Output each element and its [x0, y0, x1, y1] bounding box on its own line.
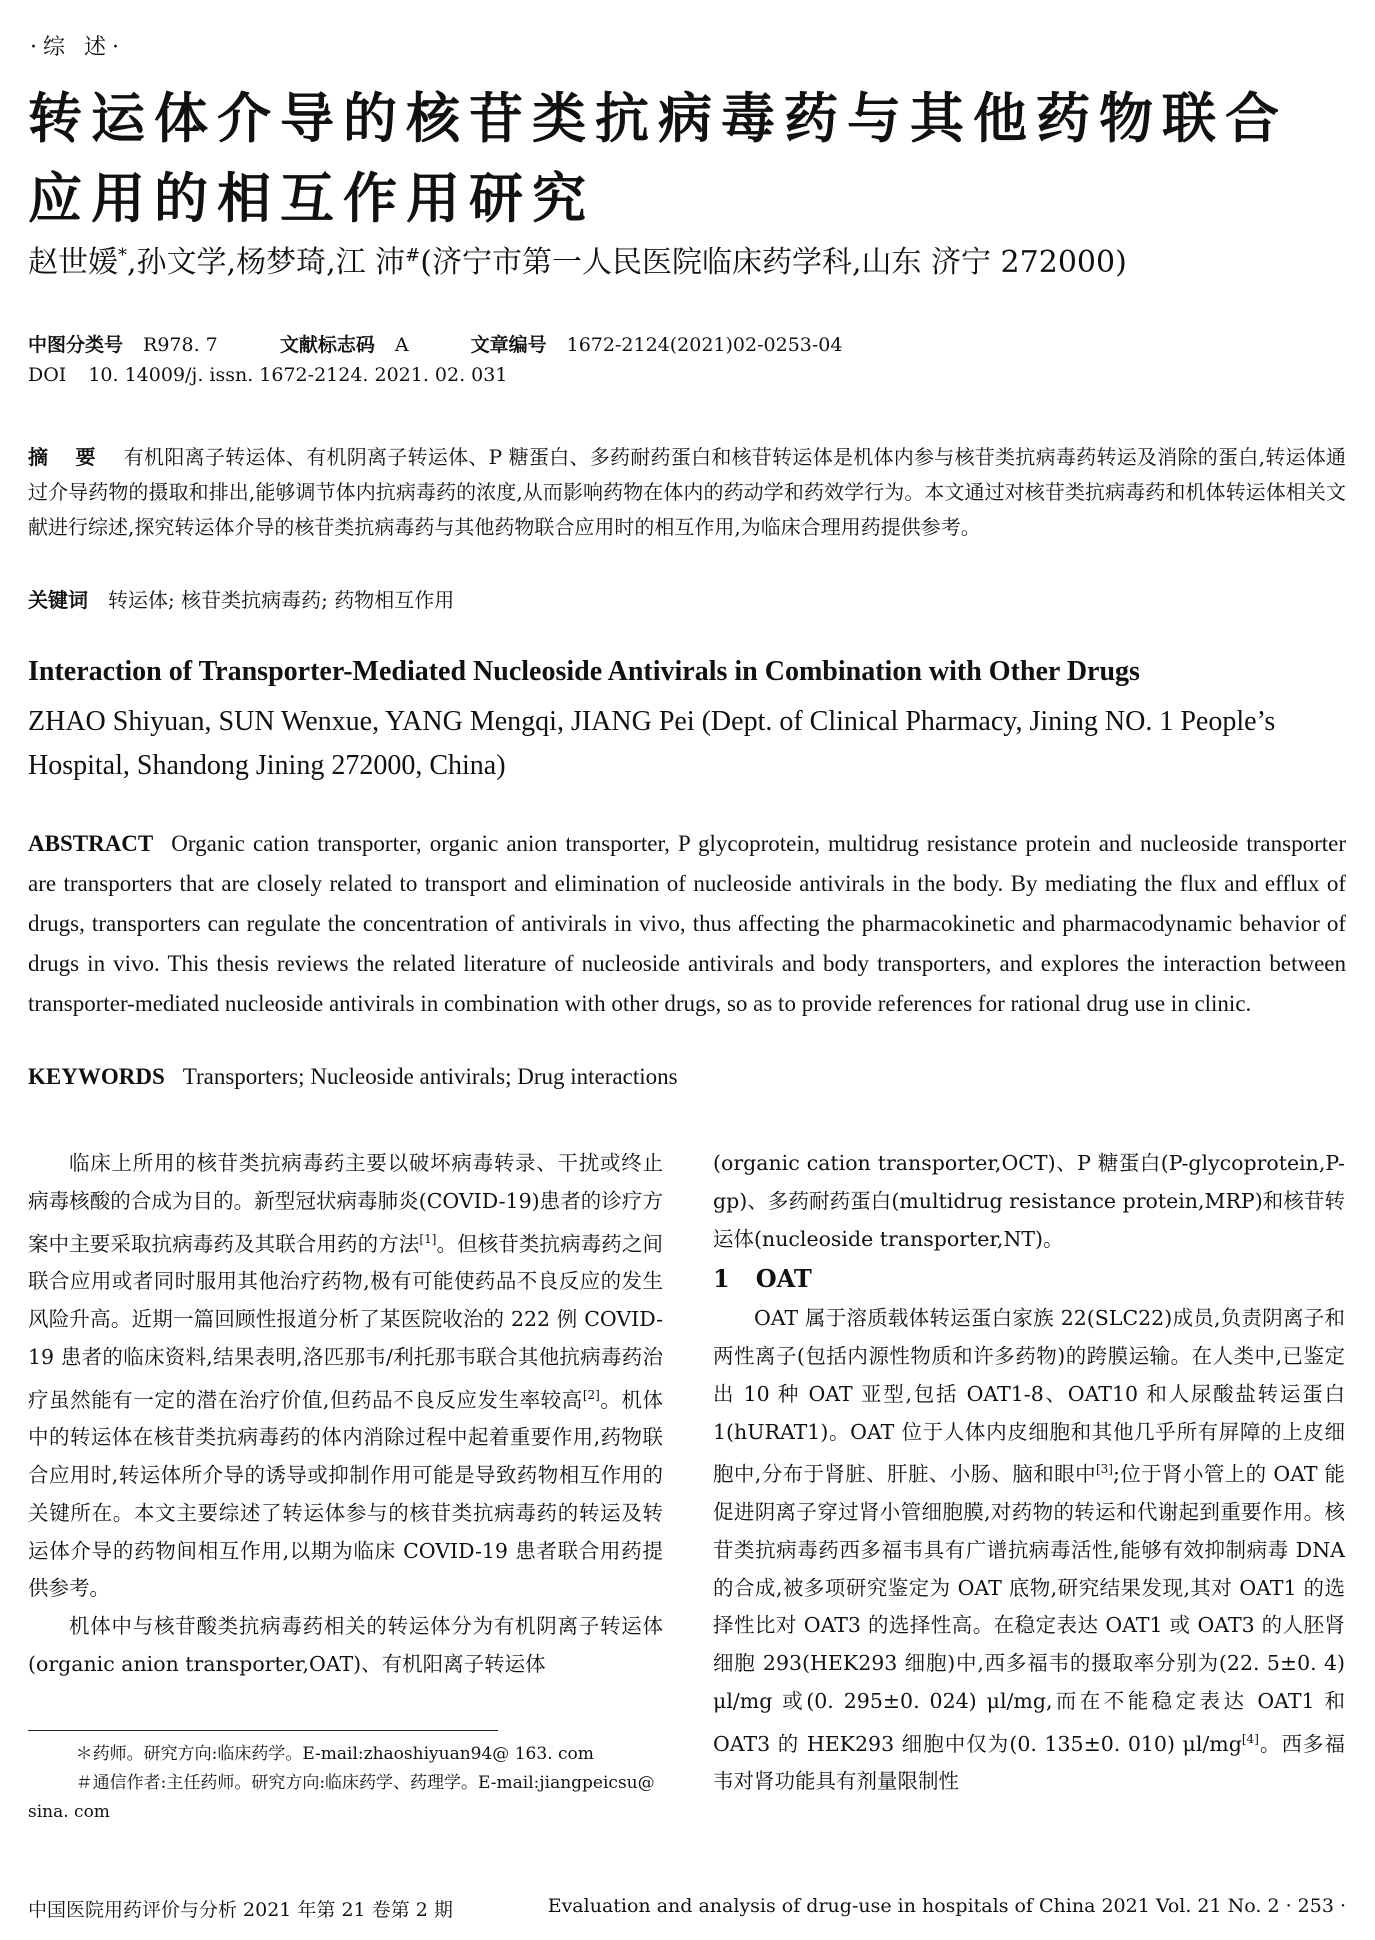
body-paragraph	[28, 1145, 663, 1608]
keywords-cn-text: 转运体; 核苷类抗病毒药; 药物相互作用	[108, 588, 455, 612]
body-paragraph	[713, 1300, 1345, 1801]
citation-ref: [2]	[582, 1387, 600, 1402]
article-title-en: Interaction of Transporter-Mediated Nucleoside Antivirals in Combination with Other Drugs	[28, 656, 1140, 687]
article-no-label: 文章编号	[470, 334, 547, 356]
section-tag: ·综 述·	[30, 35, 125, 60]
body-text: ;位于肾小管上的 OAT 能促进阴离子穿过肾小管细胞膜,对药物的转运和代谢起到重要作用。核苷类抗病毒药西多福韦具有广谱抗病毒活性,能够有效抑制病毒 DNA 的合成,被多项研究鉴定为 OAT 底物,研究结果发现,其对 OAT1 的选择性比对 OAT3 的选择性高。在稳定表达 OAT1 或 OAT3 的人胚肾细胞 293(HEK293 细胞)中,西多福韦的摄取率分别为(22. 5±0. 4) μl/mg 或(0. 295±0. 024) μl/mg,而在不能稳定表达 OAT1 和 OAT3 的 HEK293 细胞中仅为(0. 135±0. 010) μl/mg	[713, 1462, 1345, 1756]
author-mark-star: *	[118, 245, 127, 266]
citation-ref: [4]	[1241, 1731, 1259, 1746]
classification-line	[28, 330, 842, 357]
footnote-divider	[28, 1730, 498, 1731]
keywords-en	[28, 1064, 678, 1090]
citation-ref: [1]	[419, 1231, 437, 1246]
footer-journal-cn: 中国医院用药评价与分析 2021 年第 21 卷第 2 期	[28, 1899, 453, 1921]
abstract-en-label: ABSTRACT	[28, 831, 154, 856]
body-text: 。但核苷类抗病毒药之间联合应用或者同时服用其他治疗药物,极有可能使药品不良反应的发生风险升高。近期一篇回顾性报道分析了某医院收治的 222 例 COVID-19 患者的临床资料,结果表明,洛匹那韦/利托那韦联合其他抗病毒药治疗虽然能有一定的潜在治疗价值,但药品不良反应发生率较高	[28, 1231, 664, 1412]
article-title-cn: 转运体介导的核苷类抗病毒药与其他药物联合应用的相互作用研究	[28, 86, 1288, 230]
author-list: ,孙文学,杨梦琦,江 沛	[127, 245, 406, 280]
abstract-en	[28, 824, 1346, 1024]
doi-label: DOI	[28, 364, 67, 386]
abstract-cn-label: 摘 要	[28, 445, 106, 469]
section-number: 1	[713, 1264, 730, 1294]
doi-line	[28, 364, 507, 386]
author-mark-hash: #	[405, 245, 421, 266]
body-paragraph: 机体中与核苷酸类抗病毒药相关的转运体分为有机阴离子转运体(organic anion transporter,OAT)、有机阳离子转运体	[28, 1614, 663, 1677]
authors-cn	[28, 236, 1127, 283]
clc-value: R978. 7	[143, 334, 218, 356]
body-text: 临床上所用的核苷类抗病毒药主要以破坏病毒转录、干扰或终止病毒核酸的合成为目的。新型冠状病毒肺炎(COVID-19)患者的诊疗方案中主要采取抗病毒药及其联合用药的方法	[28, 1151, 663, 1256]
article-no-value: 1672-2124(2021)02-0253-04	[566, 334, 843, 356]
section-title: OAT	[755, 1264, 812, 1294]
footnote-author: ＊药师。研究方向:临床药学。E-mail:zhaoshiyuan94@ 163. com	[75, 1744, 594, 1764]
body-column-left	[28, 1145, 663, 1684]
body-paragraph: (organic cation transporter,OCT)、P 糖蛋白(P-glycoprotein,P-gp)、多药耐药蛋白(multidrug resistance protein,MRP)和核苷转运体(nucleoside transporter,NT)。	[713, 1151, 1345, 1251]
footer-journal-en: Evaluation and analysis of drug-use in hospitals of China 2021 Vol. 21 No. 2 · 253 ·	[547, 1895, 1346, 1917]
author-first: 赵世媛	[28, 245, 118, 280]
keywords-cn-label: 关键词	[28, 588, 88, 612]
body-text: 。机体中的转运体在核苷类抗病毒药的体内消除过程中起着重要作用,药物联合应用时,转运体所介导的诱导或抑制作用可能是导致药物相互作用的关键所在。本文主要综述了转运体参与的核苷类抗病毒药的转运及转运体介导的药物间相互作用,以期为临床 COVID-19 患者联合用药提供参考。	[28, 1387, 664, 1601]
footnote-corresponding: ＃通信作者:主任药师。研究方向:临床药学、药理学。E-mail:jiangpeicsu@ sina. com	[28, 1773, 655, 1822]
abstract-cn	[28, 440, 1346, 545]
footnotes	[28, 1740, 663, 1827]
body-text: OAT 属于溶质载体转运蛋白家族 22(SLC22)成员,负责阴离子和两性离子(包括内源性物质和许多药物)的跨膜运输。在人类中,已鉴定出 10 种 OAT 亚型,包括 OAT1-8、OAT10 和人尿酸盐转运蛋白 1(hURAT1)。OAT 位于人体内皮细胞和其他几乎所有屏障的上皮细胞中,分布于肾脏、肝脏、小肠、脑和眼中	[713, 1306, 1345, 1487]
author-affiliation: (济宁市第一人民医院临床药学科,山东 济宁 272000)	[420, 245, 1127, 280]
section-heading	[713, 1260, 1345, 1298]
authors-en: ZHAO Shiyuan, SUN Wenxue, YANG Mengqi, JIANG Pei (Dept. of Clinical Pharmacy, Jining NO. 1 People’s Hospital, Shandong Jining 272000, China)	[28, 706, 1276, 781]
doi-value: 10. 14009/j. issn. 1672-2124. 2021. 02. 031	[88, 364, 508, 386]
keywords-en-label: KEYWORDS	[28, 1064, 165, 1089]
keywords-en-text: Transporters; Nucleoside antivirals; Drug interactions	[182, 1064, 678, 1089]
doc-code-value: A	[394, 334, 409, 356]
doc-code-label: 文献标志码	[279, 334, 375, 356]
body-column-right	[713, 1145, 1345, 1801]
abstract-en-text: Organic cation transporter, organic anion transporter, P glycoprotein, multidrug resistance protein and nucleoside transporter are transporters that are closely related to transport and elimination of nucleoside antivirals in the body. By mediating the flux and efflux of drugs, transporters can regulate the concentration of antivirals in vivo, thus affecting the pharmacokinetic and pharmacodynamic behavior of drugs in vivo. This thesis reviews the related literature of nucleoside antivirals and body transporters, and explores the interaction between transporter-mediated nucleoside antivirals in combination with other drugs, so as to provide references for rational drug use in clinic.	[28, 831, 1346, 1016]
clc-label: 中图分类号	[28, 334, 124, 356]
citation-ref: [3]	[1095, 1462, 1113, 1477]
body-text: 。西多福韦对肾功能具有剂量限制性	[713, 1731, 1346, 1794]
abstract-cn-text: 有机阳离子转运体、有机阴离子转运体、P 糖蛋白、多药耐药蛋白和核苷转运体是机体内参与核苷类抗病毒药转运及消除的蛋白,转运体通过介导药物的摄取和排出,能够调节体内抗病毒药的浓度,从而影响药物在体内的药动学和药效学行为。本文通过对核苷类抗病毒药和机体转运体相关文献进行综述,探究转运体介导的核苷类抗病毒药与其他药物联合应用时的相互作用,为临床合理用药提供参考。	[28, 445, 1347, 539]
keywords-cn	[28, 585, 454, 615]
